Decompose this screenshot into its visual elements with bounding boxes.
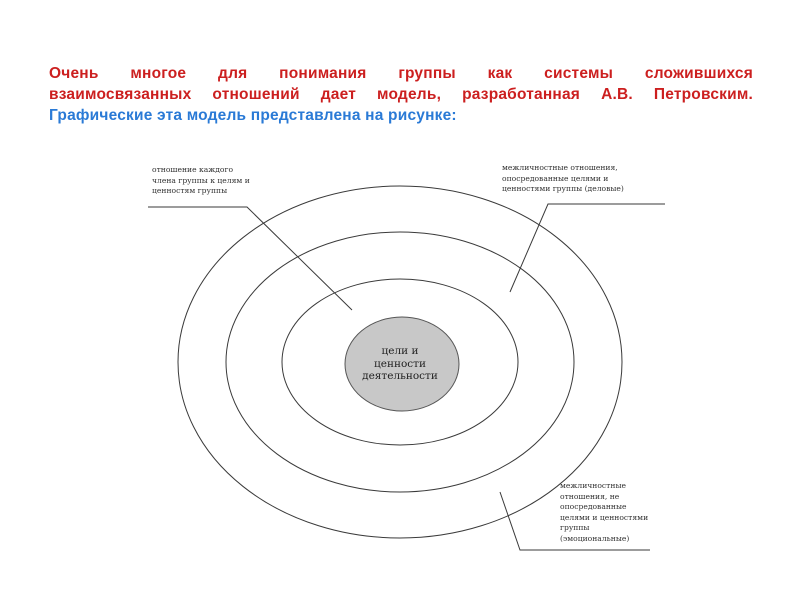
center-label-line: цели и <box>381 345 419 357</box>
label-line: ценностям группы <box>152 186 228 195</box>
label-line: отношения, не <box>560 491 620 501</box>
label-line: ценностями группы (деловые) <box>502 184 624 193</box>
intro-line-1: Очень многое для понимания группы как системы сложившихся <box>49 65 753 82</box>
label-top-right <box>502 163 672 195</box>
center-label <box>352 345 448 383</box>
label-top-left <box>152 165 292 197</box>
label-line: (эмоциональные) <box>560 533 630 543</box>
label-line: межличностные <box>560 481 626 490</box>
center-label-line: ценности <box>374 357 426 370</box>
label-line: члена группы к целям и <box>152 175 250 185</box>
leader-line-top-left <box>148 207 352 310</box>
label-bottom-right <box>560 481 690 544</box>
label-line: межличностные отношения, <box>502 163 618 172</box>
intro-line-2: взаимосвязанных отношений дает модель, разработанная А.В. Петровским. <box>49 86 753 103</box>
label-line: целями и ценностями <box>560 512 649 522</box>
label-line: группы <box>560 523 590 532</box>
intro-line-3: Графические эта модель представлена на рисунке: <box>49 107 457 124</box>
label-line: отношение каждого <box>152 165 234 174</box>
center-label-line: деятельности <box>362 370 438 382</box>
label-line: опосредованные целями и <box>502 173 609 183</box>
label-line: опосредованные <box>560 502 627 511</box>
